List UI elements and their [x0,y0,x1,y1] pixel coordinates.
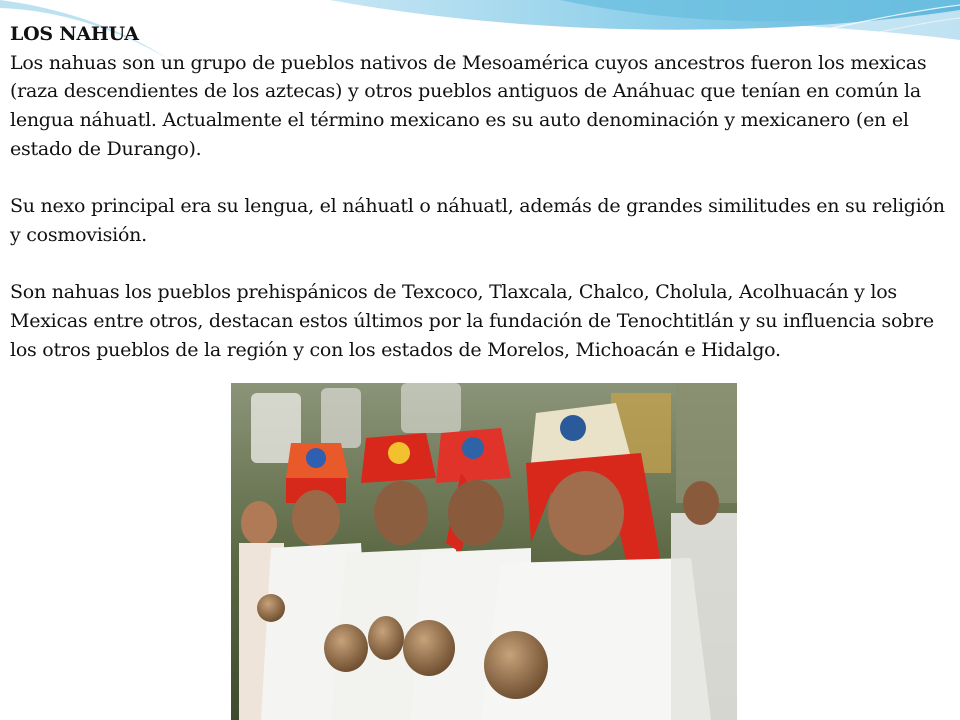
slide-title: LOS NAHUA [10,23,139,45]
slide-text [10,20,950,393]
paragraph-language: Su nexo principal era su lengua, el náhuatl o náhuatl, además de grandes similitudes en su religión y cosmovisión. [10,195,945,246]
photo-nahua-dancers [231,383,737,720]
paragraph-intro: Los nahuas son un grupo de pueblos nativos de Mesoamérica cuyos ancestros fueron los mexicas (raza descendientes de los aztecas) y otros pueblos antiguos de Anáhuac que tenían en común la lengua náhuatl. Actualmente el término mexicano es su auto denominación y mexicanero (en el estado de Durango). [10,51,927,160]
paragraph-peoples: Son nahuas los pueblos prehispánicos de Texcoco, Tlaxcala, Chalco, Cholula, Acolhuacán y los Mexicas entre otros, destacan estos últimos por la fundación de Tenochtitlán y su influencia sobre los otros pueblos de la región y con los estados de Morelos, Michoacán e Hidalgo. [10,281,934,361]
